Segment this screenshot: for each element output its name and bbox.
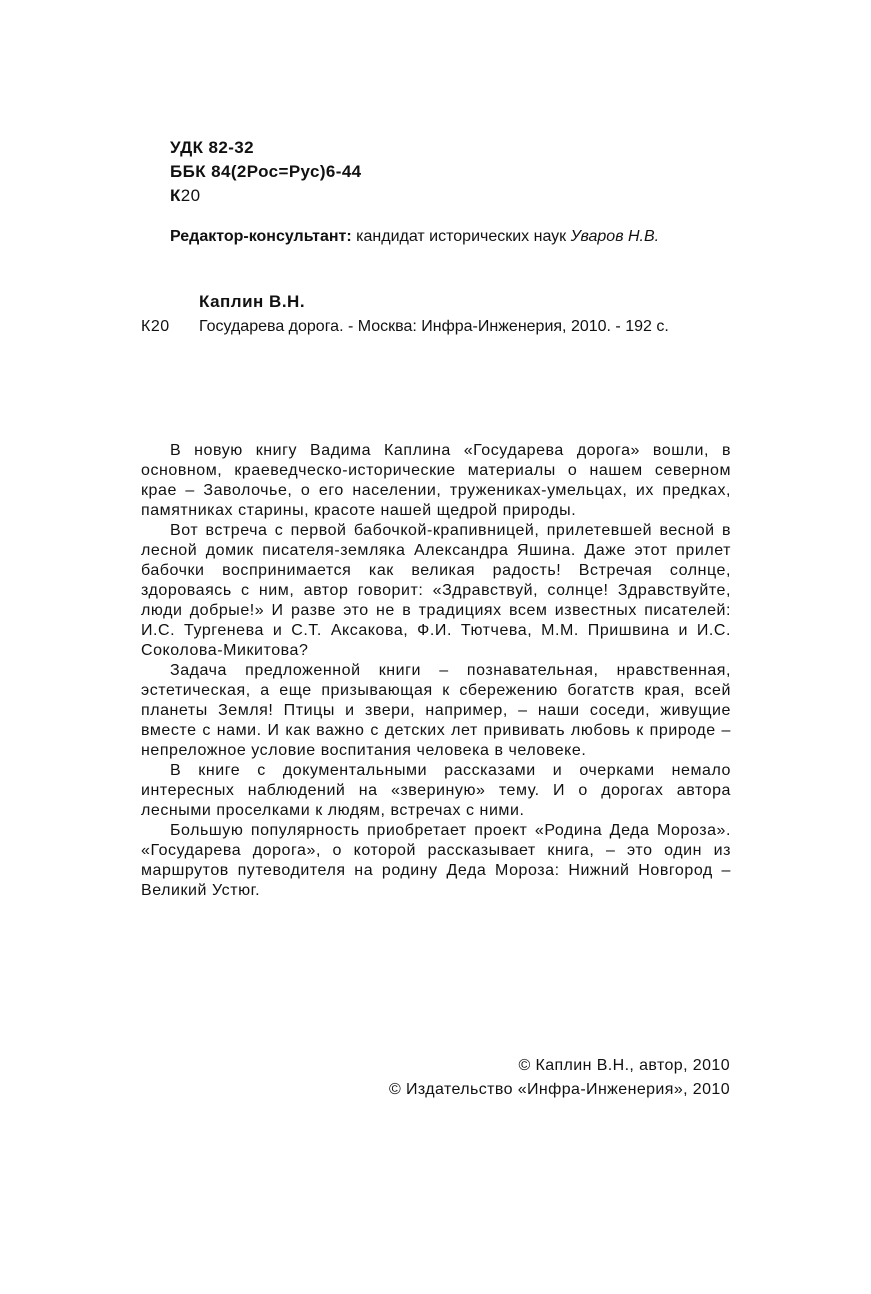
editor-degree: кандидат исторических наук bbox=[351, 228, 571, 245]
author-mark-letter: К bbox=[170, 186, 181, 205]
bibliography-author: Каплин В.Н. bbox=[199, 292, 306, 311]
bbk-code: ББК 84(2Рос=Рус)6-44 bbox=[170, 162, 362, 181]
author-mark-number: 20 bbox=[180, 186, 201, 205]
bibliography-description: Государева дорога. - Москва: Инфра-Инженерия, 2010. - 192 с. bbox=[199, 318, 669, 335]
editor-name: Уваров Н.В. bbox=[570, 228, 660, 245]
copyright-author: © Каплин В.Н., автор, 2010 bbox=[518, 1057, 730, 1074]
editor-label: Редактор-консультант: bbox=[170, 228, 352, 245]
annotation-text bbox=[141, 441, 731, 901]
annotation-paragraph: В новую книгу Вадима Каплина «Государева дорога» вошли, в основном, краеведческо-исторические материалы о нашем северном крае – Заволочье, о его населении, тружениках-умельцах, их предках, памятниках старины, красоте нашей щедрой природы. bbox=[141, 442, 731, 519]
copyright-publisher: © Издательство «Инфра-Инженерия», 2010 bbox=[388, 1081, 730, 1098]
annotation-paragraph: Вот встреча с первой бабочкой-крапивницей, прилетевшей весной в лесной домик писателя-земляка Александра Яшина. Даже этот прилет бабочки воспринимается как великая радость! Встречая солнце, здороваясь с ним, автор говорит: «Здравствуй, солнце! Здравствуйте, люди добрые!» И разве это не в традициях всем известных писателей: И.С. Тургенева и С.Т. Аксакова, Ф.И. Тютчева, М.М. Пришвина и И.С. Соколова-Микитова? bbox=[141, 522, 731, 659]
bibliography-code: К20 bbox=[141, 318, 170, 335]
annotation-paragraph: Задача предложенной книги – познавательная, нравственная, эстетическая, а еще призывающая к сбережению богатств края, всей планеты Земля! Птицы и звери, например, – наши соседи, живущие вместе с нами. И как важно с детских лет прививать любовь к природе – непреложное условие воспитания человека в человеке. bbox=[141, 662, 731, 759]
author-mark bbox=[170, 184, 362, 208]
editor-line bbox=[170, 226, 659, 248]
copyright-block bbox=[389, 1054, 730, 1102]
classification-block bbox=[170, 136, 362, 208]
annotation-paragraph: В книге с документальными рассказами и очерками немало интересных наблюдений на «звериную» тему. И о дорогах автора лесными проселками к людям, встречах с ними. bbox=[141, 762, 731, 819]
annotation-paragraph: Большую популярность приобретает проект «Родина Деда Мороза». «Государева дорога», о которой рассказывает книга, – это один из маршрутов путеводителя на родину Деда Мороза: Нижний Новгород – Великий Устюг. bbox=[141, 822, 731, 899]
udk-code: УДК 82-32 bbox=[170, 138, 255, 157]
